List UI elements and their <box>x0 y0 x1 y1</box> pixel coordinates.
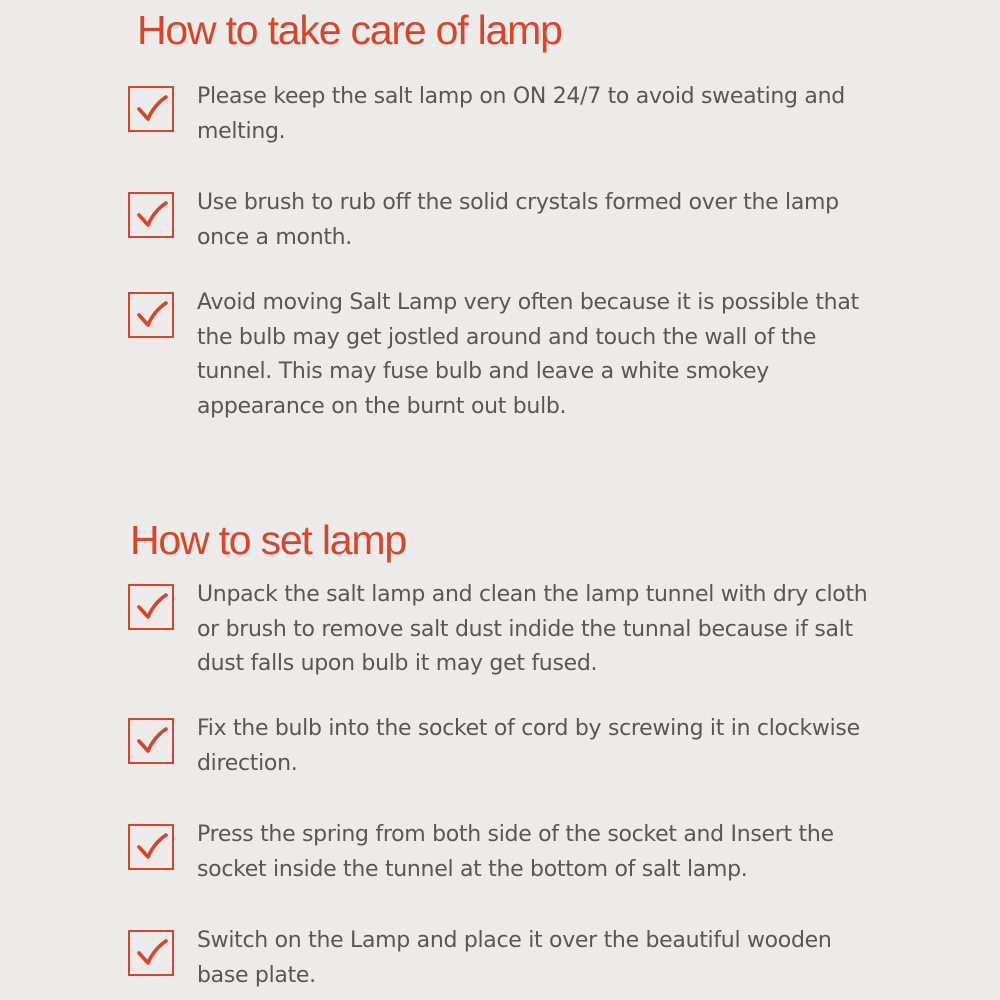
care-item-3-text: Avoid moving Salt Lamp very often because it is possible that the bulb may get jostled around and touch the wall of the tunnel. This may fuse bulb and leave a white smokey appearance on the burnt out bulb. <box>197 290 859 419</box>
checkbox-checked-icon <box>128 192 174 238</box>
checkbox-checked-icon <box>128 86 174 132</box>
checkbox-checked-icon <box>128 584 174 630</box>
set-item-2-text: Fix the bulb into the socket of cord by screwing it in clockwise direction. <box>197 716 860 776</box>
care-heading: How to take care of lamp <box>137 7 562 53</box>
care-item-2-text: Use brush to rub off the solid crystals formed over the lamp once a month. <box>197 190 839 250</box>
set-heading: How to set lamp <box>130 517 406 563</box>
set-item-1-text: Unpack the salt lamp and clean the lamp tunnel with dry cloth or brush to remove salt dust indide the tunnal because if salt dust falls upon bulb it may get fused. <box>197 582 868 676</box>
checkbox-checked-icon <box>128 930 174 976</box>
set-item-4-text: Switch on the Lamp and place it over the beautiful wooden base plate. <box>197 928 832 988</box>
care-item-1-text: Please keep the salt lamp on ON 24/7 to avoid sweating and melting. <box>197 84 845 144</box>
checkbox-checked-icon <box>128 718 174 764</box>
checkbox-checked-icon <box>128 292 174 338</box>
checkbox-checked-icon <box>128 824 174 870</box>
set-item-3-text: Press the spring from both side of the socket and Insert the socket inside the tunnel at the bottom of salt lamp. <box>197 822 834 882</box>
